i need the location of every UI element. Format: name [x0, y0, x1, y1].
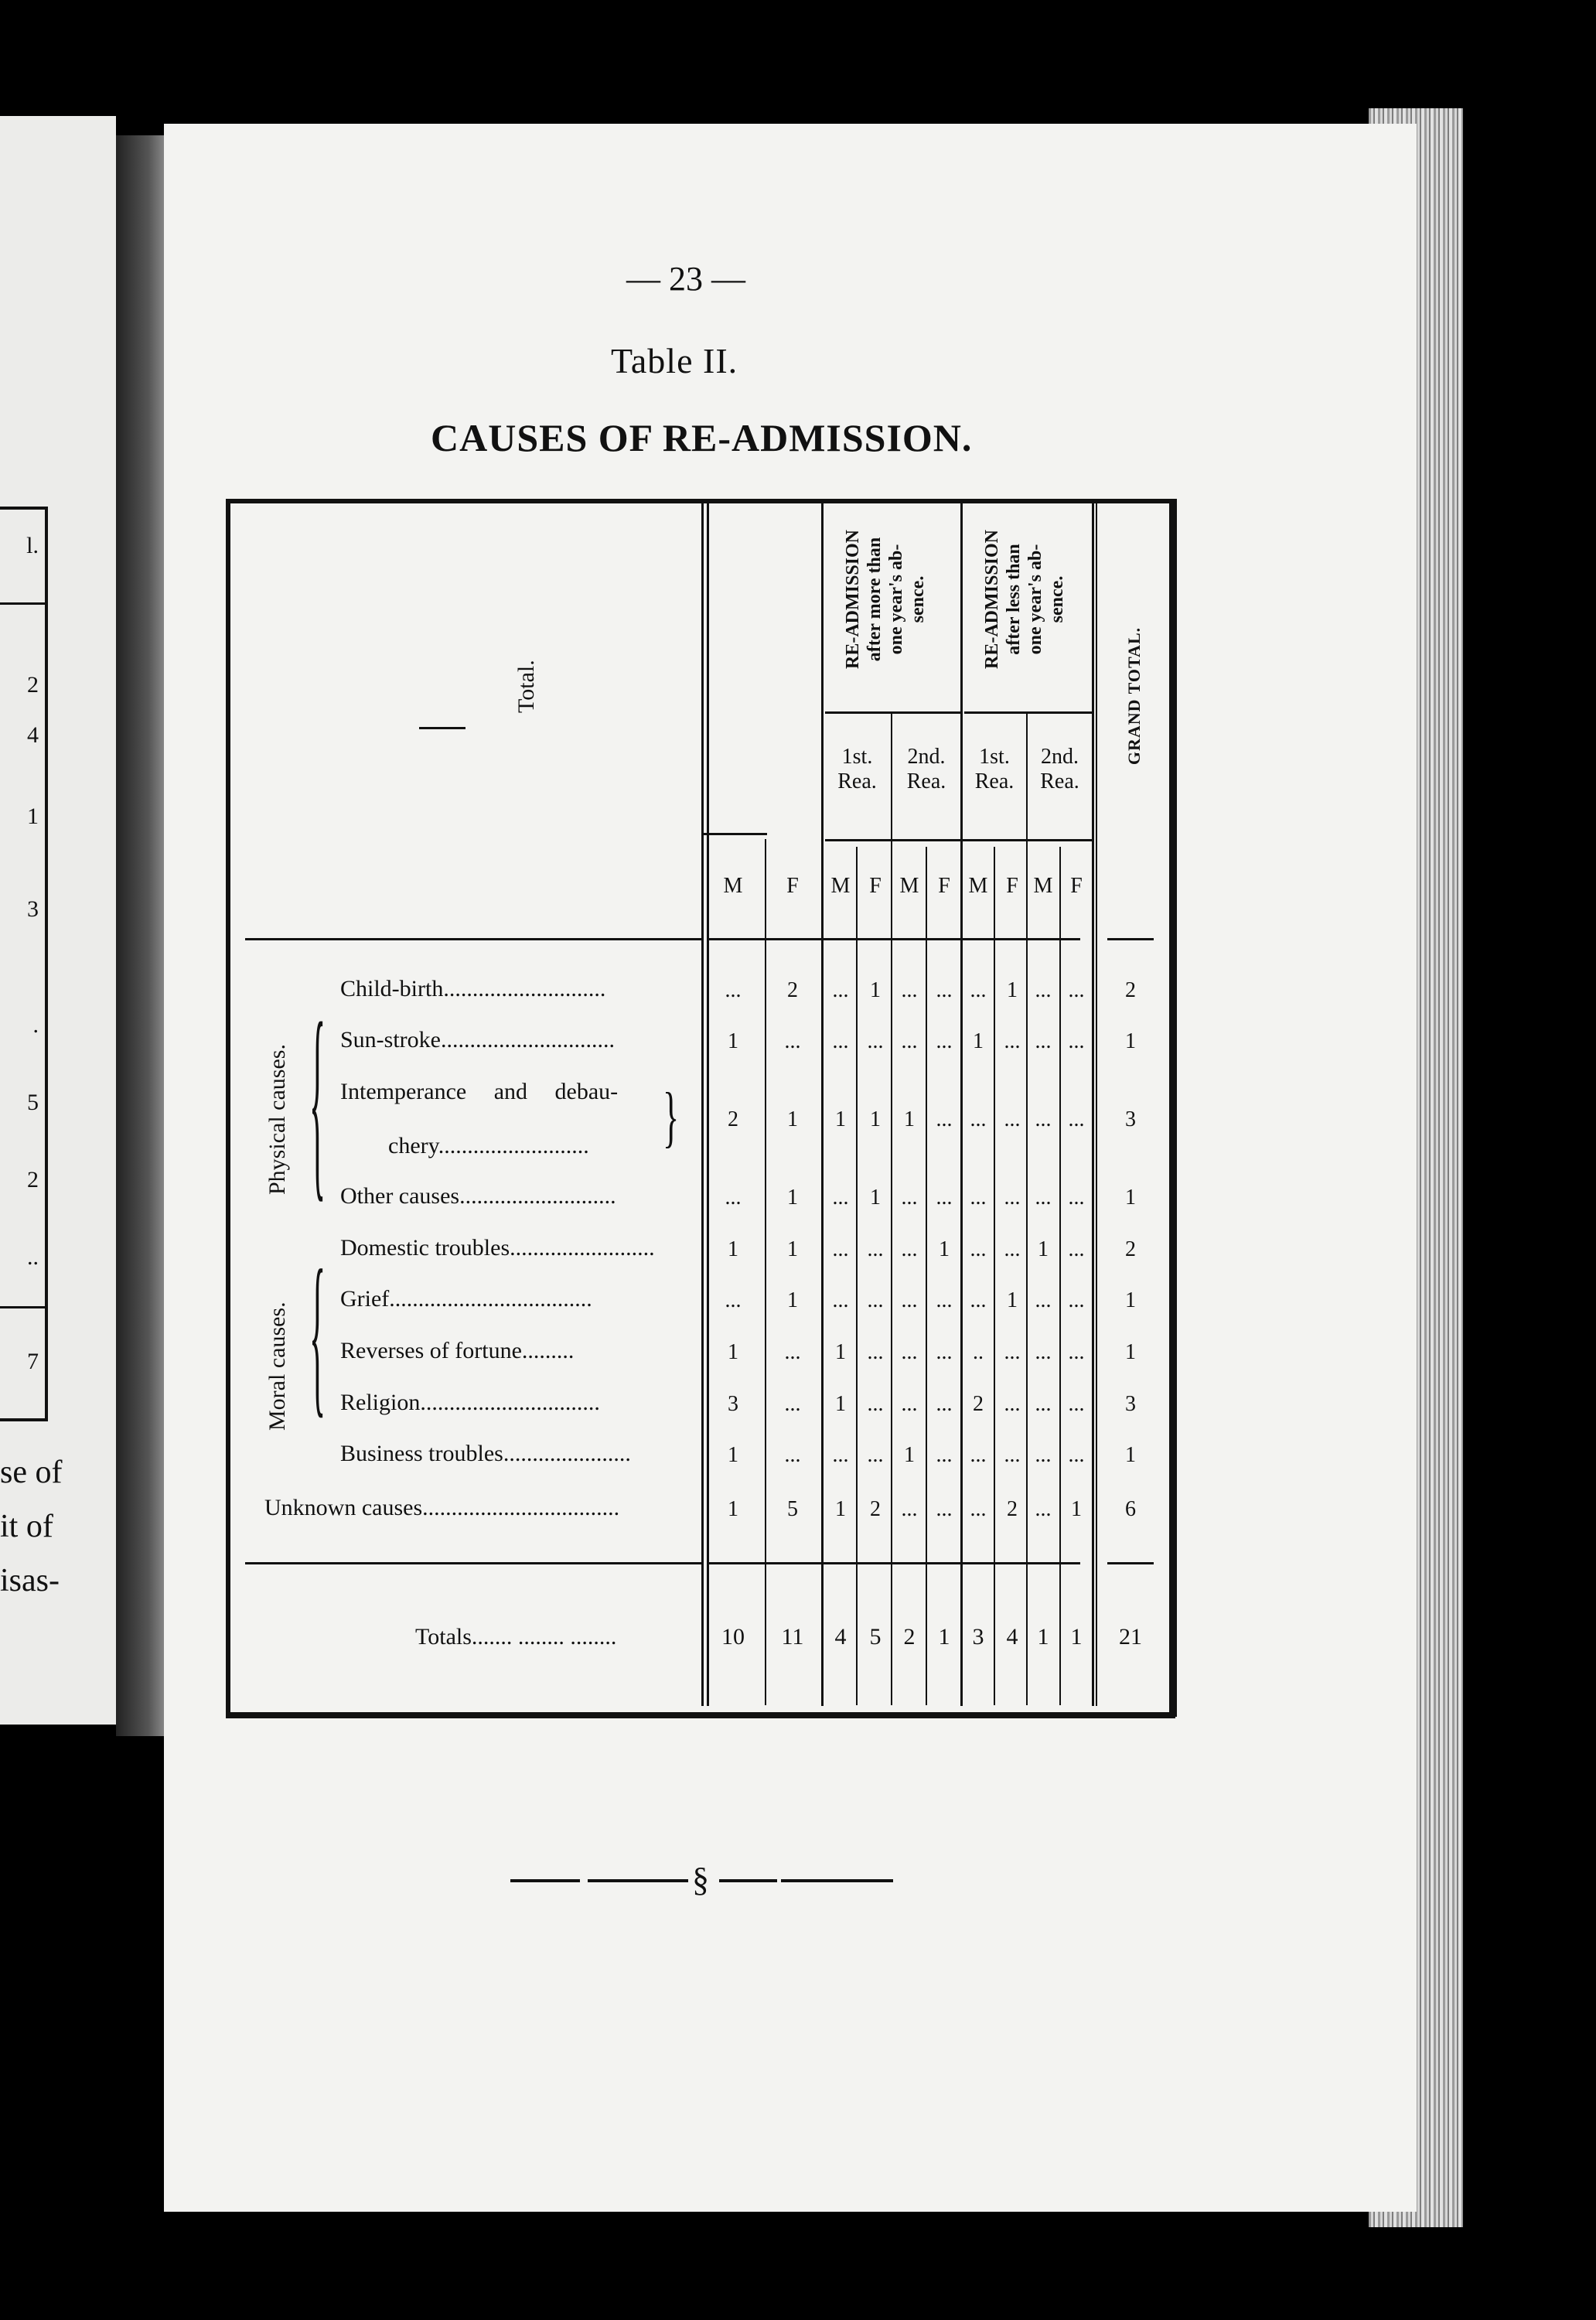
header-rule [964, 711, 1092, 714]
col-rule [1092, 503, 1094, 1706]
header-bottom-rule [245, 938, 701, 940]
cell-b2f: ... [1068, 1186, 1085, 1209]
header-f: F [1006, 874, 1018, 898]
cell-grand: 1 [1125, 1443, 1136, 1467]
cell-a1m: ... [832, 978, 849, 1002]
row-label-text: Sun-stroke [340, 1027, 441, 1053]
total-a1f: 5 [869, 1624, 882, 1650]
cell-b2f: ... [1068, 1029, 1085, 1053]
mf-rule [856, 847, 858, 1705]
cell-total_m: 1 [728, 1237, 738, 1261]
header-grand-total: GRAND TOTAL. [1124, 626, 1144, 766]
cell-a1m: 1 [835, 1392, 846, 1416]
brace-intemperance: } [663, 1079, 680, 1155]
row-label: Business troubles...................... [340, 1441, 631, 1466]
total-b1m: 3 [972, 1624, 984, 1650]
rea-line: Rea. [1040, 769, 1079, 793]
cell-a2m: ... [901, 1340, 918, 1364]
row-label-text: Child-birth [340, 976, 444, 1001]
row-label: Sun-stroke.............................. [340, 1027, 615, 1053]
cell-a2m: 1 [904, 1107, 915, 1131]
left-page-table [0, 507, 48, 1421]
readmit-less-line: one year's ab- [1025, 544, 1045, 655]
totals-label-text: Totals [415, 1624, 472, 1650]
cell-b1f: ... [1004, 1029, 1021, 1053]
cell-b2m: ... [1035, 1029, 1052, 1053]
cell-a2f: ... [936, 1392, 953, 1416]
left-text-line: se of [0, 1455, 63, 1490]
left-value: .. [27, 1244, 39, 1270]
cell-b2m: ... [1035, 978, 1052, 1002]
header-f: F [869, 874, 882, 898]
cell-total_m: 1 [728, 1029, 738, 1053]
cell-a1m: 1 [835, 1497, 846, 1521]
cell-a1m: ... [832, 1029, 849, 1053]
rea-line: 2nd. [1041, 745, 1079, 769]
cell-a1f: 1 [870, 1186, 881, 1209]
cell-b2f: ... [1068, 1237, 1085, 1261]
row-label: Other causes........................... [340, 1183, 616, 1209]
cell-total_m: 1 [728, 1497, 738, 1521]
cell-b2f: ... [1068, 1392, 1085, 1416]
col-rule [707, 503, 709, 1706]
cell-b1f: ... [1004, 1340, 1021, 1364]
cell-a1m: ... [832, 1186, 849, 1209]
brace-moral: { [309, 1233, 326, 1435]
cell-total_m: ... [725, 1288, 742, 1312]
cell-a1m: ... [832, 1443, 849, 1467]
header-m: M [723, 874, 743, 898]
left-value: . [32, 1012, 39, 1038]
header-readmit-more [842, 503, 929, 696]
cell-total_f: ... [784, 1392, 801, 1416]
left-rule [0, 602, 46, 605]
cell-total_m: 1 [728, 1443, 738, 1467]
cell-grand: 1 [1125, 1029, 1136, 1053]
row-label-text: Domestic troubles [340, 1235, 510, 1261]
cell-b1m: .. [973, 1340, 984, 1364]
cell-total_f: 2 [787, 978, 798, 1002]
cell-total_f: ... [784, 1443, 801, 1467]
col-rule [891, 711, 892, 1705]
left-text-line: isas- [0, 1563, 60, 1598]
rea-line: 1st. [979, 745, 1010, 769]
cell-total_f: 1 [787, 1237, 798, 1261]
left-value: 2 [27, 672, 39, 698]
cell-a2m: ... [901, 1186, 918, 1209]
cell-a2m: ... [901, 1029, 918, 1053]
header-f: F [1070, 874, 1083, 898]
cell-a2m: ... [901, 1392, 918, 1416]
left-total: 7 [27, 1349, 39, 1374]
header-f: F [786, 874, 799, 898]
cell-b2m: ... [1035, 1392, 1052, 1416]
totals-label: Totals....... ........ ........ [415, 1624, 617, 1650]
cell-a2f: ... [936, 1107, 953, 1131]
cell-total_f: 1 [787, 1186, 798, 1209]
causes-table [226, 499, 1175, 1717]
rea-line: Rea. [906, 769, 946, 793]
col-rule [701, 503, 704, 1706]
left-value: 2 [27, 1167, 39, 1192]
total-total_f: 11 [781, 1624, 804, 1650]
cell-a1f: ... [867, 1340, 884, 1364]
cell-b1f: ... [1004, 1237, 1021, 1261]
total-total_m: 10 [721, 1624, 745, 1650]
cell-b2m: 1 [1038, 1237, 1049, 1261]
cell-grand: 1 [1125, 1340, 1136, 1364]
cell-a2f: ... [936, 1186, 953, 1209]
mf-rule [926, 847, 927, 1705]
totals-rule [245, 1562, 701, 1564]
header-m: M [899, 874, 919, 898]
cell-b1m: ... [970, 978, 987, 1002]
cell-grand: 2 [1125, 1237, 1136, 1261]
total-b2f: 1 [1070, 1624, 1083, 1650]
cell-b2m: ... [1035, 1443, 1052, 1467]
cell-total_m: 2 [728, 1107, 738, 1131]
header-bottom-rule [709, 938, 1080, 940]
mf-rule [1059, 847, 1061, 1705]
cell-a1m: ... [832, 1288, 849, 1312]
readmit-more-line: after more than [864, 537, 885, 662]
header-m: M [1033, 874, 1053, 898]
cell-total_f: 5 [787, 1497, 798, 1521]
header-m: M [968, 874, 988, 898]
cell-b1m: ... [970, 1443, 987, 1467]
header-rule [825, 711, 960, 714]
row-label: Domestic troubles......................... [340, 1235, 655, 1261]
left-value: 4 [27, 722, 39, 748]
cell-b1f: 1 [1007, 978, 1018, 1002]
mf-rule [994, 847, 995, 1705]
rea-line: Rea. [974, 769, 1015, 793]
header-rule [704, 833, 767, 835]
cell-a1f: ... [867, 1443, 884, 1467]
cell-b1f: 2 [1007, 1497, 1018, 1521]
cell-grand: 1 [1125, 1288, 1136, 1312]
row-label: Reverses of fortune......... [340, 1338, 575, 1363]
page-number: — 23 — [626, 260, 745, 298]
cell-total_f: 1 [787, 1107, 798, 1131]
cell-grand: 6 [1125, 1497, 1136, 1521]
cell-a1f: ... [867, 1288, 884, 1312]
left-value: 1 [27, 803, 39, 829]
rea-line: Rea. [837, 769, 877, 793]
row-label-text: Religion [340, 1390, 421, 1415]
cell-b1m: ... [970, 1237, 987, 1261]
cell-a2f: 1 [939, 1237, 950, 1261]
cell-a2m: ... [901, 1237, 918, 1261]
total-grand: 21 [1119, 1624, 1142, 1650]
totals-rule [709, 1562, 1080, 1564]
cell-total_m: ... [725, 978, 742, 1002]
table-title: Table II. [611, 341, 738, 380]
header-2nd-rea [892, 745, 960, 794]
cell-total_m: 1 [728, 1340, 738, 1364]
left-rule [0, 1306, 46, 1308]
cell-b2m: ... [1035, 1340, 1052, 1364]
cell-b1f: ... [1004, 1392, 1021, 1416]
row-label-text: chery [388, 1133, 438, 1158]
cell-b1m: 1 [973, 1029, 984, 1053]
cell-b2f: ... [1068, 1288, 1085, 1312]
cell-grand: 3 [1125, 1392, 1136, 1416]
total-b2m: 1 [1037, 1624, 1049, 1650]
col-rule [960, 503, 963, 1706]
adjacent-left-page [0, 116, 116, 1725]
cell-a1f: ... [867, 1237, 884, 1261]
col-rule [765, 839, 766, 1705]
cell-b1m: 2 [973, 1392, 984, 1416]
left-text-line: it of [0, 1509, 53, 1544]
ornament-rule [588, 1879, 688, 1882]
readmit-more-line: RE-ADMISSION [843, 529, 863, 670]
rea-line: 1st. [841, 745, 873, 769]
cell-b2f: 1 [1071, 1497, 1082, 1521]
cell-total_f: ... [784, 1029, 801, 1053]
header-rule [825, 839, 1092, 841]
cell-b2m: ... [1035, 1186, 1052, 1209]
cell-total_f: 1 [787, 1288, 798, 1312]
readmit-less-line: sence. [1047, 575, 1067, 623]
cell-a2m: 1 [904, 1443, 915, 1467]
readmit-less-line: after less than [1004, 544, 1024, 655]
col-rule [821, 503, 824, 1706]
cell-total_m: 3 [728, 1392, 738, 1416]
frame-left [226, 499, 230, 1717]
left-value: 3 [27, 896, 39, 922]
group-physical: Physical causes. [264, 1044, 290, 1195]
row-label-text: Business troubles [340, 1441, 503, 1466]
cell-b2f: ... [1068, 1340, 1085, 1364]
readmit-more-line: one year's ab- [886, 544, 906, 655]
cell-total_f: ... [784, 1340, 801, 1364]
cell-a2m: ... [901, 978, 918, 1002]
header-m: M [830, 874, 851, 898]
cell-b1m: ... [970, 1186, 987, 1209]
ornament-rule [510, 1879, 580, 1882]
cell-a1f: ... [867, 1029, 884, 1053]
col-rule [1096, 503, 1097, 1706]
row-label-text: Other causes [340, 1183, 460, 1209]
cell-a1f: 1 [870, 1107, 881, 1131]
cell-a2f: ... [936, 1288, 953, 1312]
ornament-rule [781, 1879, 893, 1882]
cell-b1f: 1 [1007, 1288, 1018, 1312]
header-1st-rea [824, 745, 891, 794]
total-a1m: 4 [834, 1624, 847, 1650]
section-ornament: § [692, 1861, 709, 1899]
cell-b1m: ... [970, 1497, 987, 1521]
cell-b1f: ... [1004, 1186, 1021, 1209]
row-label-text: Reverses of fortune [340, 1338, 522, 1363]
row-label: Grief................................... [340, 1286, 592, 1312]
total-a2f: 1 [938, 1624, 950, 1650]
header-f: F [938, 874, 950, 898]
row-label-text: Intemperance and debau- [340, 1079, 619, 1104]
readmit-less-line: RE-ADMISSION [982, 529, 1002, 670]
cell-a1f: 1 [870, 978, 881, 1002]
cell-a2f: ... [936, 1340, 953, 1364]
cell-b2m: ... [1035, 1288, 1052, 1312]
cell-b2f: ... [1068, 1107, 1085, 1131]
cell-b2m: ... [1035, 1497, 1052, 1521]
row-label [340, 1079, 674, 1105]
row-label: Unknown causes.................................. [264, 1495, 620, 1520]
cell-a2m: ... [901, 1497, 918, 1521]
cell-a1f: 2 [870, 1497, 881, 1521]
cell-a2f: ... [936, 978, 953, 1002]
brace-physical: { [309, 979, 326, 1222]
cell-a1m: ... [832, 1237, 849, 1261]
cell-a2m: ... [901, 1288, 918, 1312]
group-moral: Moral causes. [264, 1302, 290, 1431]
ornament-rule [719, 1879, 777, 1882]
row-label-text: Grief [340, 1286, 390, 1312]
row-label-text: Unknown causes [264, 1495, 423, 1520]
cell-b1m: ... [970, 1288, 987, 1312]
cell-b1f: ... [1004, 1107, 1021, 1131]
stub-dash [419, 727, 466, 729]
cell-a1m: 1 [835, 1107, 846, 1131]
cell-total_m: ... [725, 1186, 742, 1209]
page-gutter-shadow [116, 135, 170, 1736]
readmit-more-line: sence. [908, 575, 928, 623]
cell-b1m: ... [970, 1107, 987, 1131]
cell-a1f: ... [867, 1392, 884, 1416]
cell-grand: 1 [1125, 1186, 1136, 1209]
table-subtitle: CAUSES OF RE-ADMISSION. [431, 416, 973, 459]
cell-grand: 2 [1125, 978, 1136, 1002]
row-label: Child-birth............................ [340, 976, 606, 1001]
cell-a1m: 1 [835, 1340, 846, 1364]
row-label: Religion............................... [340, 1390, 600, 1415]
cell-b2f: ... [1068, 978, 1085, 1002]
header-bottom-rule [1107, 938, 1154, 940]
row-label: chery.......................... [388, 1133, 589, 1158]
header-readmit-less [981, 503, 1068, 696]
cell-b1f: ... [1004, 1443, 1021, 1467]
total-a2m: 2 [903, 1624, 916, 1650]
rea-line: 2nd. [907, 745, 946, 769]
header-1st-rea [963, 745, 1026, 794]
cell-b2f: ... [1068, 1443, 1085, 1467]
cell-a2f: ... [936, 1029, 953, 1053]
left-value: 5 [27, 1090, 39, 1115]
totals-rule [1107, 1562, 1154, 1564]
cell-b2m: ... [1035, 1107, 1052, 1131]
frame-right [1169, 499, 1177, 1717]
header-2nd-rea [1028, 745, 1092, 794]
cell-a2f: ... [936, 1443, 953, 1467]
cell-grand: 3 [1125, 1107, 1136, 1131]
total-b1f: 4 [1006, 1624, 1018, 1650]
cell-a2f: ... [936, 1497, 953, 1521]
frame-bottom [226, 1712, 1175, 1718]
header-total: Total. [513, 660, 539, 713]
left-header-digit: l. [26, 533, 39, 558]
